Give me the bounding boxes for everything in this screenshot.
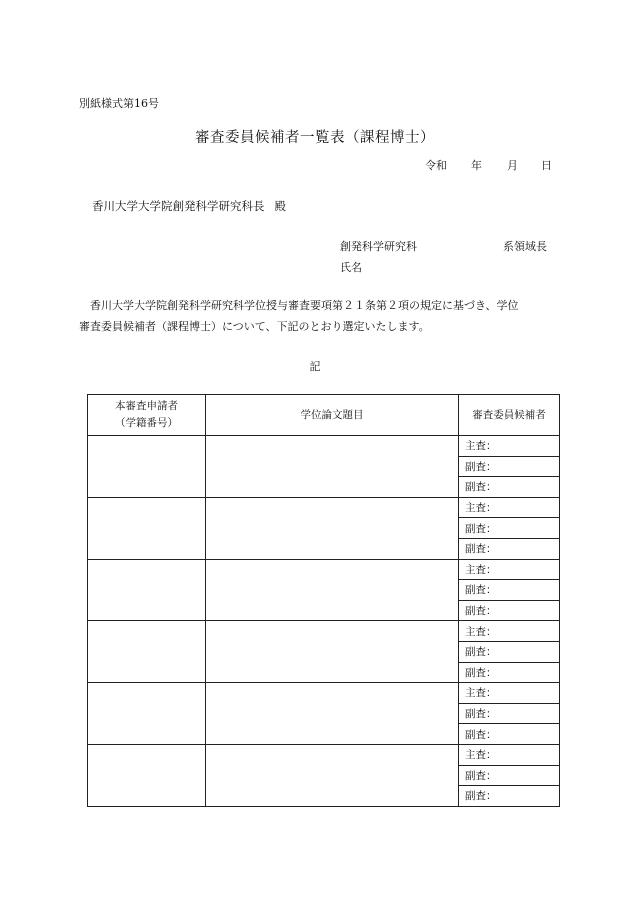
sub-examiner-cell[interactable]: 副査： xyxy=(459,538,560,559)
form-number: 別紙様式第16号 xyxy=(79,97,159,110)
sub-examiner-cell[interactable]: 副査： xyxy=(459,456,560,477)
sub-examiner-cell[interactable]: 副査： xyxy=(459,518,560,539)
thesis-title-cell[interactable] xyxy=(206,436,459,498)
header-applicant xyxy=(88,395,206,436)
chief-examiner-cell[interactable]: 主査： xyxy=(459,621,560,642)
addressee xyxy=(92,198,286,214)
sub-examiner-cell[interactable]: 副査： xyxy=(459,641,560,662)
table-row xyxy=(88,436,560,457)
sub-examiner-cell[interactable]: 副査： xyxy=(459,600,560,621)
date-era: 令和 xyxy=(425,159,447,172)
chief-examiner-cell[interactable]: 主査： xyxy=(459,683,560,704)
header-applicant-line1: 本審査申請者 xyxy=(115,400,178,412)
date-year-label: 年 xyxy=(471,159,482,172)
body-line-2: 審査委員候補者（課程博士）について、下記のとおり選定いたします。 xyxy=(79,320,430,333)
page-title: 審査委員候補者一覧表（課程博士） xyxy=(195,130,435,146)
sub-examiner-cell[interactable]: 副査： xyxy=(459,786,560,807)
table-row xyxy=(88,621,560,642)
thesis-title-cell[interactable] xyxy=(206,744,459,806)
sender-department: 創発科学研究科 xyxy=(340,240,417,253)
chief-examiner-cell[interactable]: 主査： xyxy=(459,497,560,518)
applicant-cell[interactable] xyxy=(88,436,206,498)
sub-examiner-cell[interactable]: 副査： xyxy=(459,724,560,745)
table-row xyxy=(88,683,560,704)
body-line-1: 香川大学大学院創発科学研究科学位授与審査要項第２１条第２項の規定に基づき、学位 xyxy=(90,299,519,312)
sender-role: 系領域長 xyxy=(503,240,547,253)
sub-examiner-cell[interactable]: 副査： xyxy=(459,703,560,724)
addressee-honorific: 殿 xyxy=(274,199,286,213)
applicant-cell[interactable] xyxy=(88,559,206,621)
date-month-label: 月 xyxy=(507,159,518,172)
chief-examiner-cell[interactable]: 主査： xyxy=(459,436,560,457)
addressee-name: 香川大学大学院創発科学研究科長 xyxy=(92,199,265,213)
applicant-cell[interactable] xyxy=(88,621,206,683)
header-thesis-title: 学位論文題目 xyxy=(206,395,459,436)
sub-examiner-cell[interactable]: 副査： xyxy=(459,765,560,786)
table-body xyxy=(88,436,560,807)
sender-name-label: 氏名 xyxy=(340,261,362,274)
date-day-label: 日 xyxy=(541,159,552,172)
header-candidates: 審査委員候補者 xyxy=(459,395,560,436)
thesis-title-cell[interactable] xyxy=(206,559,459,621)
table-header-row xyxy=(88,395,560,436)
applicant-cell[interactable] xyxy=(88,744,206,806)
applicant-cell[interactable] xyxy=(88,497,206,559)
ki-heading: 記 xyxy=(309,360,321,373)
chief-examiner-cell[interactable]: 主査： xyxy=(459,744,560,765)
thesis-title-cell[interactable] xyxy=(206,683,459,745)
table-row xyxy=(88,559,560,580)
sub-examiner-cell[interactable]: 副査： xyxy=(459,477,560,498)
body-paragraph xyxy=(79,295,559,337)
chief-examiner-cell[interactable]: 主査： xyxy=(459,559,560,580)
candidate-table xyxy=(87,394,560,807)
thesis-title-cell[interactable] xyxy=(206,497,459,559)
table-row xyxy=(88,497,560,518)
applicant-cell[interactable] xyxy=(88,683,206,745)
sub-examiner-cell[interactable]: 副査： xyxy=(459,662,560,683)
sub-examiner-cell[interactable]: 副査： xyxy=(459,580,560,601)
table-row xyxy=(88,744,560,765)
thesis-title-cell[interactable] xyxy=(206,621,459,683)
header-applicant-line2: （学籍番号） xyxy=(115,417,178,429)
